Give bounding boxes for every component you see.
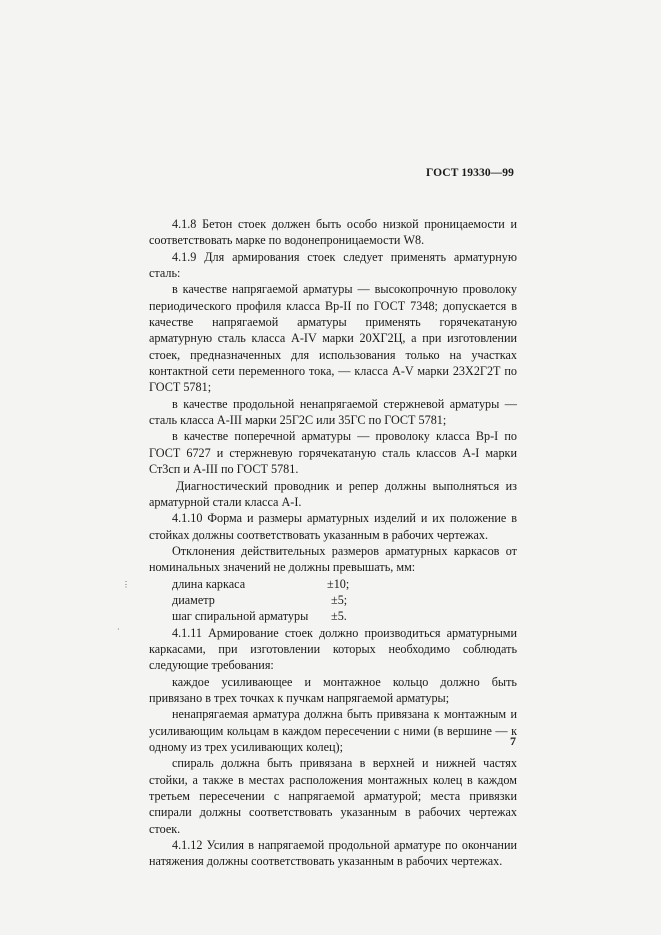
paragraph-prestressed-reinforcement: в качестве напрягаемой арматуры — высокопрочную проволоку периодического профиля класса Вр-II по ГОСТ 7348; допускается в качестве напрягаемой арматуры применять горячекатаную арматурную сталь класса А-IV марки 20ХГ2Ц, а при изготовлении стоек, предназначенных для использования только на участках контактной сети переменного тока, — класса А-V марки 23Х2Г2Т по ГОСТ 5781; [149,282,517,395]
scan-speck: · [117,625,120,634]
scan-speck: ⋮ [122,580,130,589]
paragraph-longitudinal-reinforcement: в качестве продольной ненапрягаемой стержневой арматуры — сталь класса А-III марки 25Г2С или 35ГС по ГОСТ 5781; [149,396,517,428]
paragraph-diagnostic-conductor: Диагностический проводник и репер должны выполняться из арматурной стали класса А-I. [149,478,517,509]
paragraph-deviations: Отклонения действительных размеров арматурных каркасов от номинальных значений не должны превышать, мм: [149,543,517,575]
tolerance-name: шаг спиральной арматуры [172,609,309,624]
tolerance-value: ±5. [331,609,347,624]
tolerance-row [149,576,517,592]
paragraph-4-1-9: 4.1.9 Для армирования стоек следует применять арматурную сталь: [149,249,517,281]
paragraph-spiral-tying: спираль должна быть привязана в верхней и нижней частях стойки, а также в местах расположения монтажных колец в каждом третьем пересечении с напрягаемой арматурой; места привязки спирали должны соответствовать указанным в рабочих чертежах стоек. [149,756,517,836]
paragraph-transverse-reinforcement: в качестве поперечной арматуры — проволоку класса Вр-I по ГОСТ 6727 и стержневую горячекатаную сталь классов А-I марки Ст3сп и А-III по ГОСТ 5781. [149,429,517,477]
tolerance-value: ±10; [327,576,350,591]
tolerance-name: диаметр [172,592,215,607]
tolerance-row [149,608,517,624]
document-body [149,216,517,870]
tolerance-row [149,592,517,608]
page-number: 7 [510,734,516,748]
document-code-header: ГОСТ 19330—99 [425,167,514,179]
paragraph-nonprestressed-tying: ненапрягаемая арматура должна быть привязана к монтажным и усиливающим кольцам в каждом пересечении с ними (в вершине — к одному из трех усиливающих колец); [149,707,517,754]
paragraph-rings-tying: каждое усиливающее и монтажное кольцо должно быть привязано в трех точках к пучкам напрягаемой арматуры; [149,674,517,705]
tolerance-name: длина каркаса [172,576,246,591]
tolerance-value: ±5; [331,592,348,607]
paragraph-4-1-12: 4.1.12 Усилия в напрягаемой продольной арматуре по окончании натяжения должны соответствовать указанным в рабочих чертежах. [149,838,517,869]
paragraph-4-1-8: 4.1.8 Бетон стоек должен быть особо низкой проницаемости и соответствовать марке по водонепроницаемости W8. [149,217,517,248]
paragraph-4-1-10: 4.1.10 Форма и размеры арматурных изделий и их положение в стойках должны соответствовать указанным в рабочих чертежах. [149,511,517,542]
paragraph-4-1-11: 4.1.11 Армирование стоек должно производиться арматурными каркасами, при изготовлении которых необходимо соблюдать следующие требования: [149,625,517,673]
